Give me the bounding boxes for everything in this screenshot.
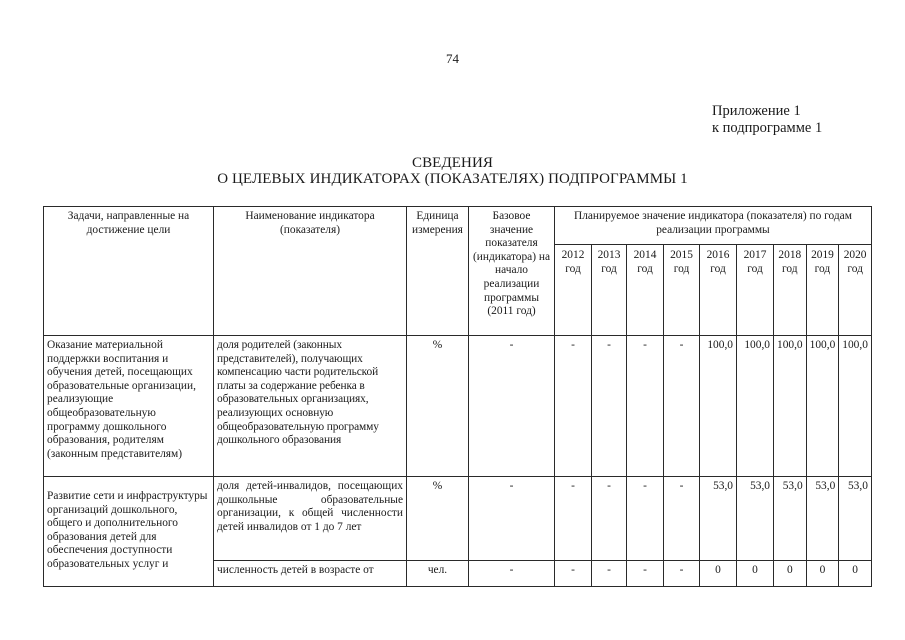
value-cell: 53,0 (737, 477, 774, 561)
header-indicator: Наименование индикатора (показателя) (214, 207, 407, 336)
header-year: 2017 год (737, 245, 774, 336)
header-planned-values: Планируемое значение индикатора (показателя) по годам реализации программы (555, 207, 872, 245)
task-cell (44, 477, 214, 587)
value-cell: 53,0 (839, 477, 872, 561)
appendix-caption (712, 103, 822, 137)
header-year: 2020 год (839, 245, 872, 336)
value-cell: 100,0 (839, 336, 872, 477)
value-cell: 100,0 (806, 336, 839, 477)
unit-cell: % (407, 336, 469, 477)
appendix-line-1: Приложение 1 (712, 103, 801, 119)
header-year: 2016 год (700, 245, 737, 336)
value-cell: - (664, 477, 700, 561)
base-value-cell: - (469, 336, 555, 477)
value-cell: 100,0 (700, 336, 737, 477)
value-cell: - (592, 336, 627, 477)
header-year: 2014 год (627, 245, 664, 336)
value-cell: 53,0 (806, 477, 839, 561)
header-row (44, 207, 872, 245)
value-cell: 0 (737, 561, 774, 587)
document-title (0, 155, 905, 187)
value-cell: 0 (839, 561, 872, 587)
header-year: 2013 год (592, 245, 627, 336)
title-line-1: СВЕДЕНИЯ (411, 155, 494, 171)
indicator-cell: доля родителей (законных представителей), получающих компенсацию части родительской платы за содержание ребенка в образовательных организациях, реализующих основную общеобразовательную программу дошкольного образования (214, 336, 407, 477)
value-cell: - (664, 561, 700, 587)
task-cell: Оказание материальной поддержки воспитания и обучения детей, посещающих образовательные организации, реализующие общеобразовательную программу дошкольного образования, родителям (законным представителям) (44, 336, 214, 477)
value-cell: 53,0 (700, 477, 737, 561)
value-cell: - (627, 336, 664, 477)
header-unit: Единица измерения (407, 207, 469, 336)
title-line-2: О ЦЕЛЕВЫХ ИНДИКАТОРАХ (ПОКАЗАТЕЛЯХ) ПОДПРОГРАММЫ 1 (217, 171, 688, 187)
table-row (44, 336, 872, 477)
value-cell: - (627, 477, 664, 561)
table-row (44, 477, 872, 561)
value-cell: 100,0 (774, 336, 807, 477)
base-value-cell: - (469, 561, 555, 587)
header-tasks: Задачи, направленные на достижение цели (44, 207, 214, 336)
value-cell: 100,0 (737, 336, 774, 477)
base-value-cell: - (469, 477, 555, 561)
value-cell: - (592, 561, 627, 587)
header-year: 2019 год (806, 245, 839, 336)
value-cell: 0 (774, 561, 807, 587)
indicator-cell: доля детей-инвалидов, посещающих дошкольные образовательные организации, к общей численности детей инвалидов от 1 до 7 лет (214, 477, 407, 561)
appendix-line-2: к подпрограмме 1 (712, 120, 823, 136)
header-base-value: Базовое значение показателя (индикатора) на начало реализации программы (2011 год) (469, 207, 555, 336)
indicator-cell: численность детей в возрасте от (214, 561, 407, 587)
header-year: 2018 год (774, 245, 807, 336)
value-cell: - (592, 477, 627, 561)
indicators-table (43, 206, 872, 587)
task-text: Развитие сети и инфраструктуры организаций дошкольного, общего и дополнительного образования детей для обеспечения доступности образовательных услуг и (47, 490, 208, 570)
value-cell: - (555, 477, 592, 561)
value-cell: - (555, 336, 592, 477)
header-year: 2015 год (664, 245, 700, 336)
value-cell: 0 (806, 561, 839, 587)
value-cell: 0 (700, 561, 737, 587)
page-number: 74 (446, 51, 459, 66)
unit-cell: чел. (407, 561, 469, 587)
value-cell: 53,0 (774, 477, 807, 561)
header-year: 2012 год (555, 245, 592, 336)
unit-cell: % (407, 477, 469, 561)
value-cell: - (627, 561, 664, 587)
value-cell: - (555, 561, 592, 587)
value-cell: - (664, 336, 700, 477)
